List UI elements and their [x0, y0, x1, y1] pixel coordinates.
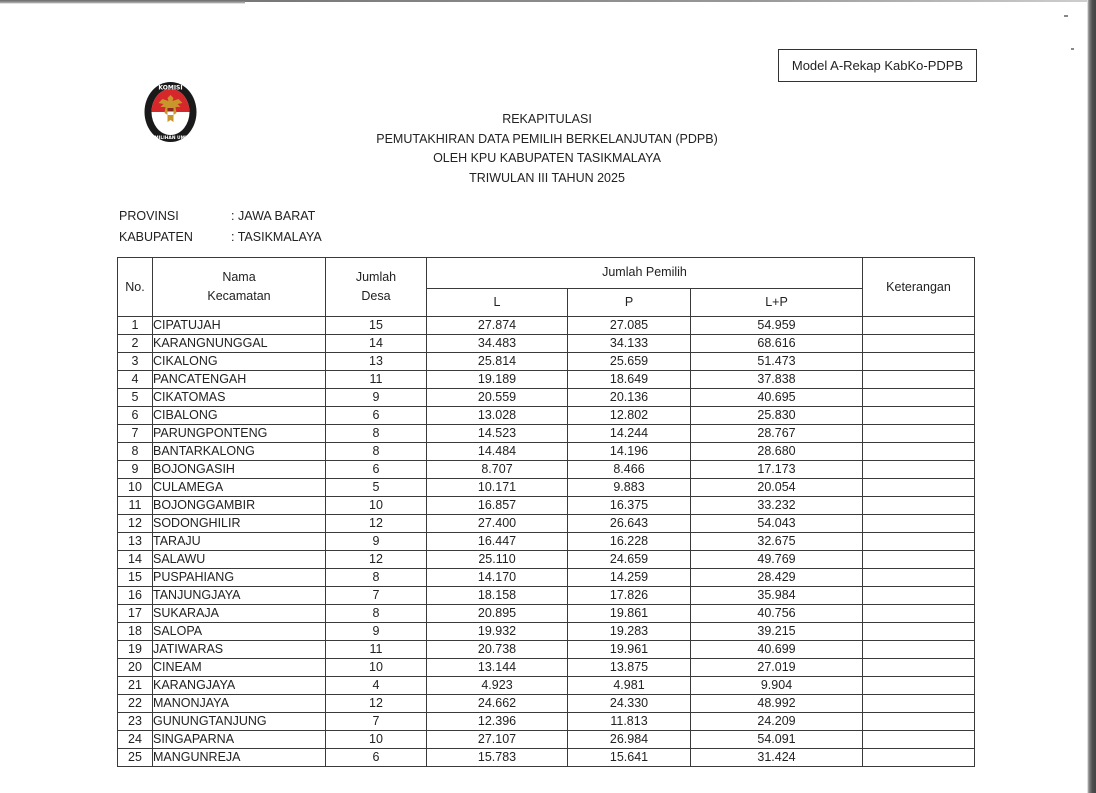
cell-no: 10 [118, 479, 153, 497]
cell-l: 19.932 [427, 623, 568, 641]
cell-no: 11 [118, 497, 153, 515]
cell-keterangan [863, 353, 975, 371]
table-row [118, 587, 975, 605]
cell-desa: 5 [326, 479, 427, 497]
cell-desa: 10 [326, 731, 427, 749]
cell-no: 22 [118, 695, 153, 713]
cell-l: 8.707 [427, 461, 568, 479]
cell-p: 26.984 [568, 731, 691, 749]
cell-lp: 28.767 [691, 425, 863, 443]
cell-lp: 49.769 [691, 551, 863, 569]
cell-no: 4 [118, 371, 153, 389]
cell-lp: 51.473 [691, 353, 863, 371]
table-row [118, 749, 975, 767]
title-line: REKAPITULASI [502, 112, 592, 126]
cell-desa: 9 [326, 623, 427, 641]
cell-keterangan [863, 569, 975, 587]
kpu-logo-icon [143, 81, 198, 143]
header-lp: L+P [691, 289, 863, 317]
cell-lp: 54.043 [691, 515, 863, 533]
cell-p: 14.196 [568, 443, 691, 461]
table-row [118, 605, 975, 623]
document-title [300, 110, 794, 189]
cell-keterangan [863, 731, 975, 749]
cell-lp: 25.830 [691, 407, 863, 425]
cell-desa: 11 [326, 641, 427, 659]
cell-l: 14.170 [427, 569, 568, 587]
cell-p: 11.813 [568, 713, 691, 731]
table-row [118, 569, 975, 587]
cell-kecamatan: MANGUNREJA [153, 749, 326, 767]
cell-p: 19.283 [568, 623, 691, 641]
cell-keterangan [863, 425, 975, 443]
cell-l: 12.396 [427, 713, 568, 731]
kabupaten-value: : TASIKMALAYA [231, 229, 322, 244]
cell-desa: 8 [326, 443, 427, 461]
cell-l: 18.158 [427, 587, 568, 605]
cell-l: 19.189 [427, 371, 568, 389]
table-row [118, 659, 975, 677]
table-row [118, 515, 975, 533]
cell-no: 20 [118, 659, 153, 677]
cell-desa: 9 [326, 533, 427, 551]
cell-desa: 7 [326, 587, 427, 605]
cell-p: 15.641 [568, 749, 691, 767]
cell-lp: 9.904 [691, 677, 863, 695]
table-row [118, 497, 975, 515]
cell-keterangan [863, 533, 975, 551]
cell-l: 14.484 [427, 443, 568, 461]
cell-keterangan [863, 389, 975, 407]
cell-kecamatan: PUSPAHIANG [153, 569, 326, 587]
title-line: PEMUTAKHIRAN DATA PEMILIH BERKELANJUTAN (PDPB) [376, 131, 718, 146]
cell-lp: 39.215 [691, 623, 863, 641]
table-row [118, 461, 975, 479]
cell-keterangan [863, 479, 975, 497]
cell-lp: 68.616 [691, 335, 863, 353]
cell-desa: 12 [326, 551, 427, 569]
cell-kecamatan: PANCATENGAH [153, 371, 326, 389]
cell-desa: 8 [326, 569, 427, 587]
cell-lp: 48.992 [691, 695, 863, 713]
provinsi-label: PROVINSI [119, 209, 179, 223]
cell-kecamatan: CIKATOMAS [153, 389, 326, 407]
cell-no: 18 [118, 623, 153, 641]
kabupaten-label: KABUPATEN [119, 229, 193, 244]
cell-no: 5 [118, 389, 153, 407]
cell-p: 25.659 [568, 353, 691, 371]
header-kecamatan-line1: Nama [222, 270, 256, 284]
cell-lp: 28.680 [691, 443, 863, 461]
svg-text:KOMISI: KOMISI [158, 84, 183, 92]
cell-lp: 33.232 [691, 497, 863, 515]
cell-keterangan [863, 605, 975, 623]
cell-kecamatan: TARAJU [153, 533, 326, 551]
title-line: OLEH KPU KABUPATEN TASIKMALAYA [433, 151, 661, 166]
cell-no: 14 [118, 551, 153, 569]
cell-desa: 4 [326, 677, 427, 695]
cell-l: 14.523 [427, 425, 568, 443]
table-row [118, 641, 975, 659]
cell-kecamatan: BANTARKALONG [153, 443, 326, 461]
cell-no: 19 [118, 641, 153, 659]
cell-desa: 12 [326, 695, 427, 713]
cell-l: 13.144 [427, 659, 568, 677]
cell-desa: 13 [326, 353, 427, 371]
header-jumlah-pemilih: Jumlah Pemilih [427, 258, 863, 289]
cell-p: 27.085 [568, 317, 691, 335]
cell-l: 20.738 [427, 641, 568, 659]
cell-keterangan [863, 551, 975, 569]
cell-no: 6 [118, 407, 153, 425]
cell-lp: 40.699 [691, 641, 863, 659]
cell-l: 20.895 [427, 605, 568, 623]
cell-lp: 20.054 [691, 479, 863, 497]
cell-kecamatan: BOJONGASIH [153, 461, 326, 479]
table-row [118, 407, 975, 425]
cell-p: 26.643 [568, 515, 691, 533]
cell-l: 16.857 [427, 497, 568, 515]
cell-l: 34.483 [427, 335, 568, 353]
cell-keterangan [863, 587, 975, 605]
cell-no: 7 [118, 425, 153, 443]
cell-lp: 17.173 [691, 461, 863, 479]
cell-p: 24.659 [568, 551, 691, 569]
cell-lp: 40.756 [691, 605, 863, 623]
table-row [118, 731, 975, 749]
table-row [118, 677, 975, 695]
cell-no: 9 [118, 461, 153, 479]
cell-keterangan [863, 623, 975, 641]
cell-keterangan [863, 641, 975, 659]
cell-p: 16.228 [568, 533, 691, 551]
cell-no: 25 [118, 749, 153, 767]
cell-l: 13.028 [427, 407, 568, 425]
cell-desa: 7 [326, 713, 427, 731]
cell-lp: 24.209 [691, 713, 863, 731]
header-no: No. [118, 258, 153, 317]
table-row [118, 479, 975, 497]
header-kecamatan [153, 258, 326, 317]
table-row [118, 353, 975, 371]
provinsi-value: : JAWA BARAT [231, 209, 316, 223]
table-row [118, 623, 975, 641]
cell-lp: 27.019 [691, 659, 863, 677]
header-desa-line2: Desa [361, 289, 391, 303]
cell-keterangan [863, 659, 975, 677]
cell-kecamatan: KARANGJAYA [153, 677, 326, 695]
cell-p: 16.375 [568, 497, 691, 515]
cell-desa: 8 [326, 605, 427, 623]
cell-kecamatan: GUNUNGTANJUNG [153, 713, 326, 731]
cell-p: 19.961 [568, 641, 691, 659]
cell-keterangan [863, 371, 975, 389]
svg-text:PEMILIHAN UMUM: PEMILIHAN UMUM [148, 136, 193, 141]
header-kecamatan-line2: Kecamatan [207, 289, 271, 303]
cell-lp: 35.984 [691, 587, 863, 605]
model-code-text: Model A-Rekap KabKo-PDPB [791, 58, 964, 73]
cell-no: 16 [118, 587, 153, 605]
cell-l: 20.559 [427, 389, 568, 407]
cell-lp: 32.675 [691, 533, 863, 551]
cell-lp: 31.424 [691, 749, 863, 767]
cell-kecamatan: CULAMEGA [153, 479, 326, 497]
table-row [118, 335, 975, 353]
cell-l: 15.783 [427, 749, 568, 767]
header-desa-line1: Jumlah [355, 270, 397, 284]
cell-keterangan [863, 461, 975, 479]
cell-kecamatan: CIBALONG [153, 407, 326, 425]
cell-l: 27.874 [427, 317, 568, 335]
cell-p: 19.861 [568, 605, 691, 623]
cell-keterangan [863, 749, 975, 767]
cell-no: 15 [118, 569, 153, 587]
cell-keterangan [863, 497, 975, 515]
model-code-box [778, 49, 977, 82]
cell-p: 17.826 [568, 587, 691, 605]
cell-kecamatan: TANJUNGJAYA [153, 587, 326, 605]
cell-p: 18.649 [568, 371, 691, 389]
table-row [118, 317, 975, 335]
cell-no: 1 [118, 317, 153, 335]
cell-kecamatan: SODONGHILIR [153, 515, 326, 533]
cell-l: 16.447 [427, 533, 568, 551]
cell-keterangan [863, 443, 975, 461]
cell-desa: 6 [326, 407, 427, 425]
table-row [118, 533, 975, 551]
cell-p: 24.330 [568, 695, 691, 713]
cell-l: 27.400 [427, 515, 568, 533]
cell-kecamatan: CINEAM [153, 659, 326, 677]
cell-no: 8 [118, 443, 153, 461]
table-row [118, 425, 975, 443]
table-row [118, 551, 975, 569]
cell-p: 13.875 [568, 659, 691, 677]
cell-no: 21 [118, 677, 153, 695]
cell-no: 24 [118, 731, 153, 749]
header-desa [326, 258, 427, 317]
cell-p: 9.883 [568, 479, 691, 497]
cell-keterangan [863, 407, 975, 425]
cell-kecamatan: SALAWU [153, 551, 326, 569]
cell-kecamatan: SALOPA [153, 623, 326, 641]
cell-lp: 28.429 [691, 569, 863, 587]
cell-desa: 6 [326, 749, 427, 767]
cell-lp: 37.838 [691, 371, 863, 389]
title-line: TRIWULAN III TAHUN 2025 [469, 171, 625, 186]
cell-keterangan [863, 695, 975, 713]
cell-lp: 54.091 [691, 731, 863, 749]
header-l: L [427, 289, 568, 317]
cell-kecamatan: BOJONGGAMBIR [153, 497, 326, 515]
cell-p: 20.136 [568, 389, 691, 407]
cell-kecamatan: PARUNGPONTENG [153, 425, 326, 443]
cell-l: 4.923 [427, 677, 568, 695]
cell-keterangan [863, 677, 975, 695]
cell-no: 13 [118, 533, 153, 551]
cell-desa: 10 [326, 497, 427, 515]
recap-table [117, 257, 975, 767]
cell-l: 27.107 [427, 731, 568, 749]
header-p: P [568, 289, 691, 317]
cell-no: 12 [118, 515, 153, 533]
cell-desa: 14 [326, 335, 427, 353]
region-info [119, 206, 322, 247]
cell-kecamatan: MANONJAYA [153, 695, 326, 713]
cell-p: 4.981 [568, 677, 691, 695]
table-row [118, 713, 975, 731]
cell-no: 2 [118, 335, 153, 353]
provinsi-row [119, 206, 322, 227]
cell-keterangan [863, 317, 975, 335]
cell-p: 12.802 [568, 407, 691, 425]
cell-desa: 11 [326, 371, 427, 389]
cell-kecamatan: SUKARAJA [153, 605, 326, 623]
table-row [118, 371, 975, 389]
cell-desa: 10 [326, 659, 427, 677]
cell-lp: 54.959 [691, 317, 863, 335]
cell-desa: 15 [326, 317, 427, 335]
cell-lp: 40.695 [691, 389, 863, 407]
cell-keterangan [863, 335, 975, 353]
cell-desa: 8 [326, 425, 427, 443]
cell-p: 14.244 [568, 425, 691, 443]
cell-desa: 6 [326, 461, 427, 479]
cell-l: 25.110 [427, 551, 568, 569]
cell-l: 25.814 [427, 353, 568, 371]
cell-keterangan [863, 515, 975, 533]
cell-kecamatan: CIKALONG [153, 353, 326, 371]
kabupaten-row [119, 227, 322, 248]
cell-kecamatan: KARANGNUNGGAL [153, 335, 326, 353]
cell-no: 3 [118, 353, 153, 371]
cell-l: 10.171 [427, 479, 568, 497]
cell-p: 14.259 [568, 569, 691, 587]
cell-keterangan [863, 713, 975, 731]
cell-kecamatan: CIPATUJAH [153, 317, 326, 335]
cell-no: 17 [118, 605, 153, 623]
cell-p: 34.133 [568, 335, 691, 353]
cell-p: 8.466 [568, 461, 691, 479]
cell-desa: 12 [326, 515, 427, 533]
cell-desa: 9 [326, 389, 427, 407]
cell-kecamatan: JATIWARAS [153, 641, 326, 659]
scan-edge-right [1087, 0, 1096, 793]
cell-no: 23 [118, 713, 153, 731]
table-row [118, 443, 975, 461]
cell-kecamatan: SINGAPARNA [153, 731, 326, 749]
table-row [118, 695, 975, 713]
header-keterangan: Keterangan [863, 258, 975, 317]
cell-l: 24.662 [427, 695, 568, 713]
table-row [118, 389, 975, 407]
